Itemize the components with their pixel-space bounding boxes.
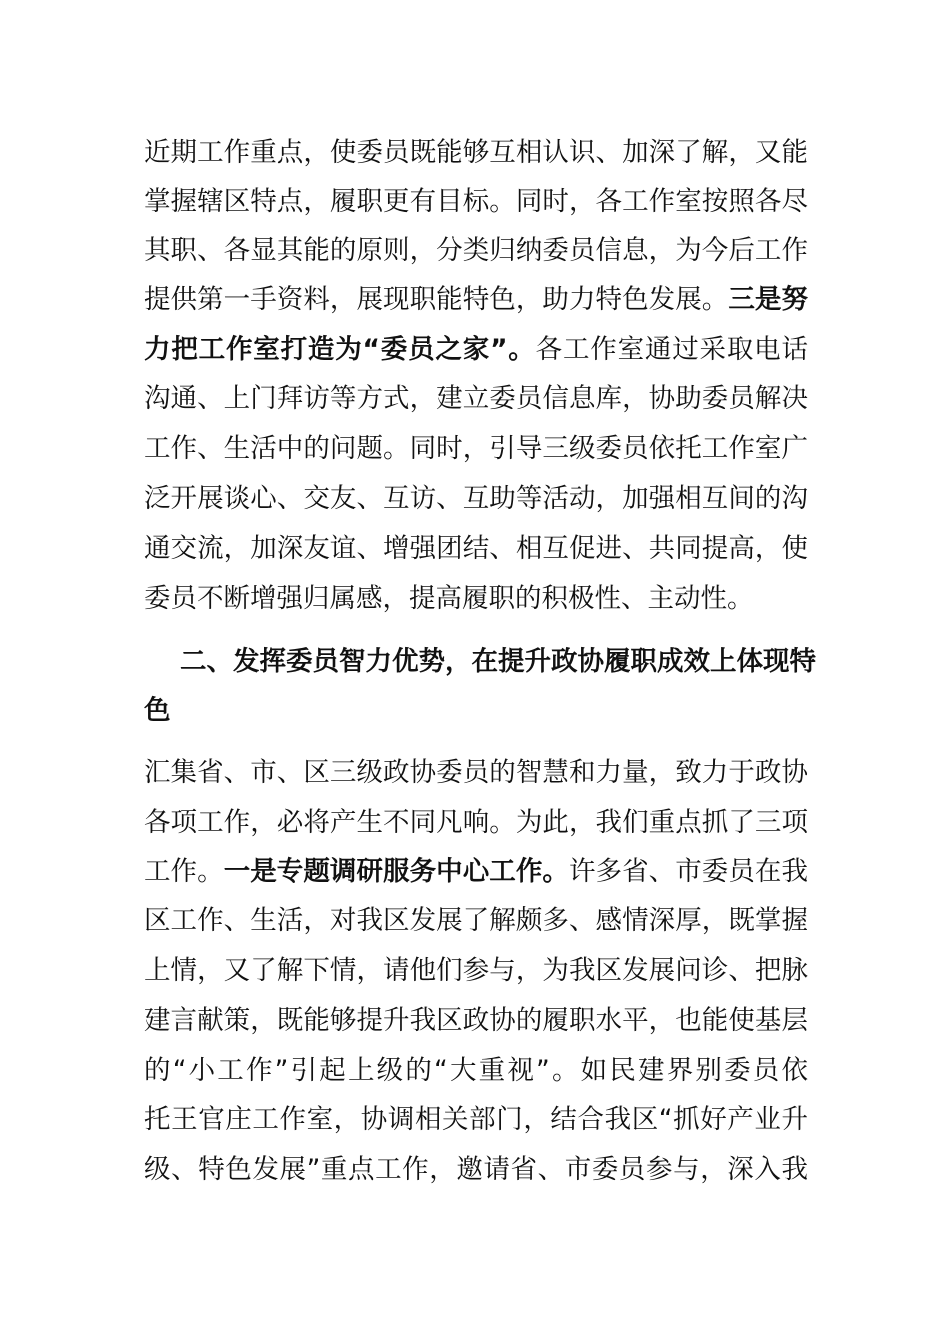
paragraph-line: 提供第一手资料，展现职能特色，助力特色发展。三是努 bbox=[144, 284, 808, 315]
paragraph-line: 掌握辖区特点，履职更有目标。同时，各工作室按照各尽 bbox=[144, 186, 808, 217]
paragraph-line: 托王官庄工作室，协调相关部门，结合我区“抓好产业升 bbox=[144, 1104, 808, 1135]
paragraph-line: 各项工作，必将产生不同凡响。为此，我们重点抓了三项 bbox=[144, 807, 808, 838]
paragraph-line: 区工作、生活，对我区发展了解颇多、感情深厚，既掌握 bbox=[144, 905, 808, 936]
bold-phrase: 力把工作室打造为“委员之家”。 bbox=[144, 334, 536, 365]
paragraph-line: 其职、各显其能的原则，分类归纳委员信息，为今后工作 bbox=[144, 235, 808, 266]
paragraph-line: 上情，又了解下情，请他们参与，为我区发展问诊、把脉 bbox=[144, 955, 808, 986]
paragraph-line: 工作、生活中的问题。同时，引导三级委员依托工作室广 bbox=[144, 433, 808, 464]
section-heading: 二、发挥委员智力优势，在提升政协履职成效上体现特 bbox=[180, 646, 816, 677]
paragraph-line: 的“小工作”引起上级的“大重视”。如民建界别委员依 bbox=[144, 1055, 808, 1086]
paragraph-line: 力把工作室打造为“委员之家”。各工作室通过采取电话 bbox=[144, 334, 808, 365]
paragraph-line: 通交流，加深友谊、增强团结、相互促进、共同提高，使 bbox=[144, 533, 808, 564]
section-heading-continuation: 色 bbox=[144, 695, 171, 726]
paragraph-line: 沟通、上门拜访等方式，建立委员信息库，协助委员解决 bbox=[144, 383, 808, 414]
paragraph-line: 汇集省、市、区三级政协委员的智慧和力量，致力于政协 bbox=[144, 757, 808, 788]
paragraph-line: 委员不断增强归属感，提高履职的积极性、主动性。 bbox=[144, 583, 754, 614]
bold-phrase: 三是努 bbox=[728, 284, 808, 315]
paragraph-line: 建言献策，既能够提升我区政协的履职水平，也能使基层 bbox=[144, 1005, 808, 1036]
paragraph-line: 近期工作重点，使委员既能够互相认识、加深了解，又能 bbox=[144, 137, 808, 168]
bold-phrase: 一是专题调研服务中心工作。 bbox=[223, 856, 569, 887]
paragraph-line: 级、特色发展”重点工作，邀请省、市委员参与，深入我 bbox=[144, 1154, 808, 1185]
paragraph-line: 工作。一是专题调研服务中心工作。许多省、市委员在我 bbox=[144, 856, 808, 887]
paragraph-line: 泛开展谈心、交友、互访、互助等活动，加强相互间的沟 bbox=[144, 483, 808, 514]
